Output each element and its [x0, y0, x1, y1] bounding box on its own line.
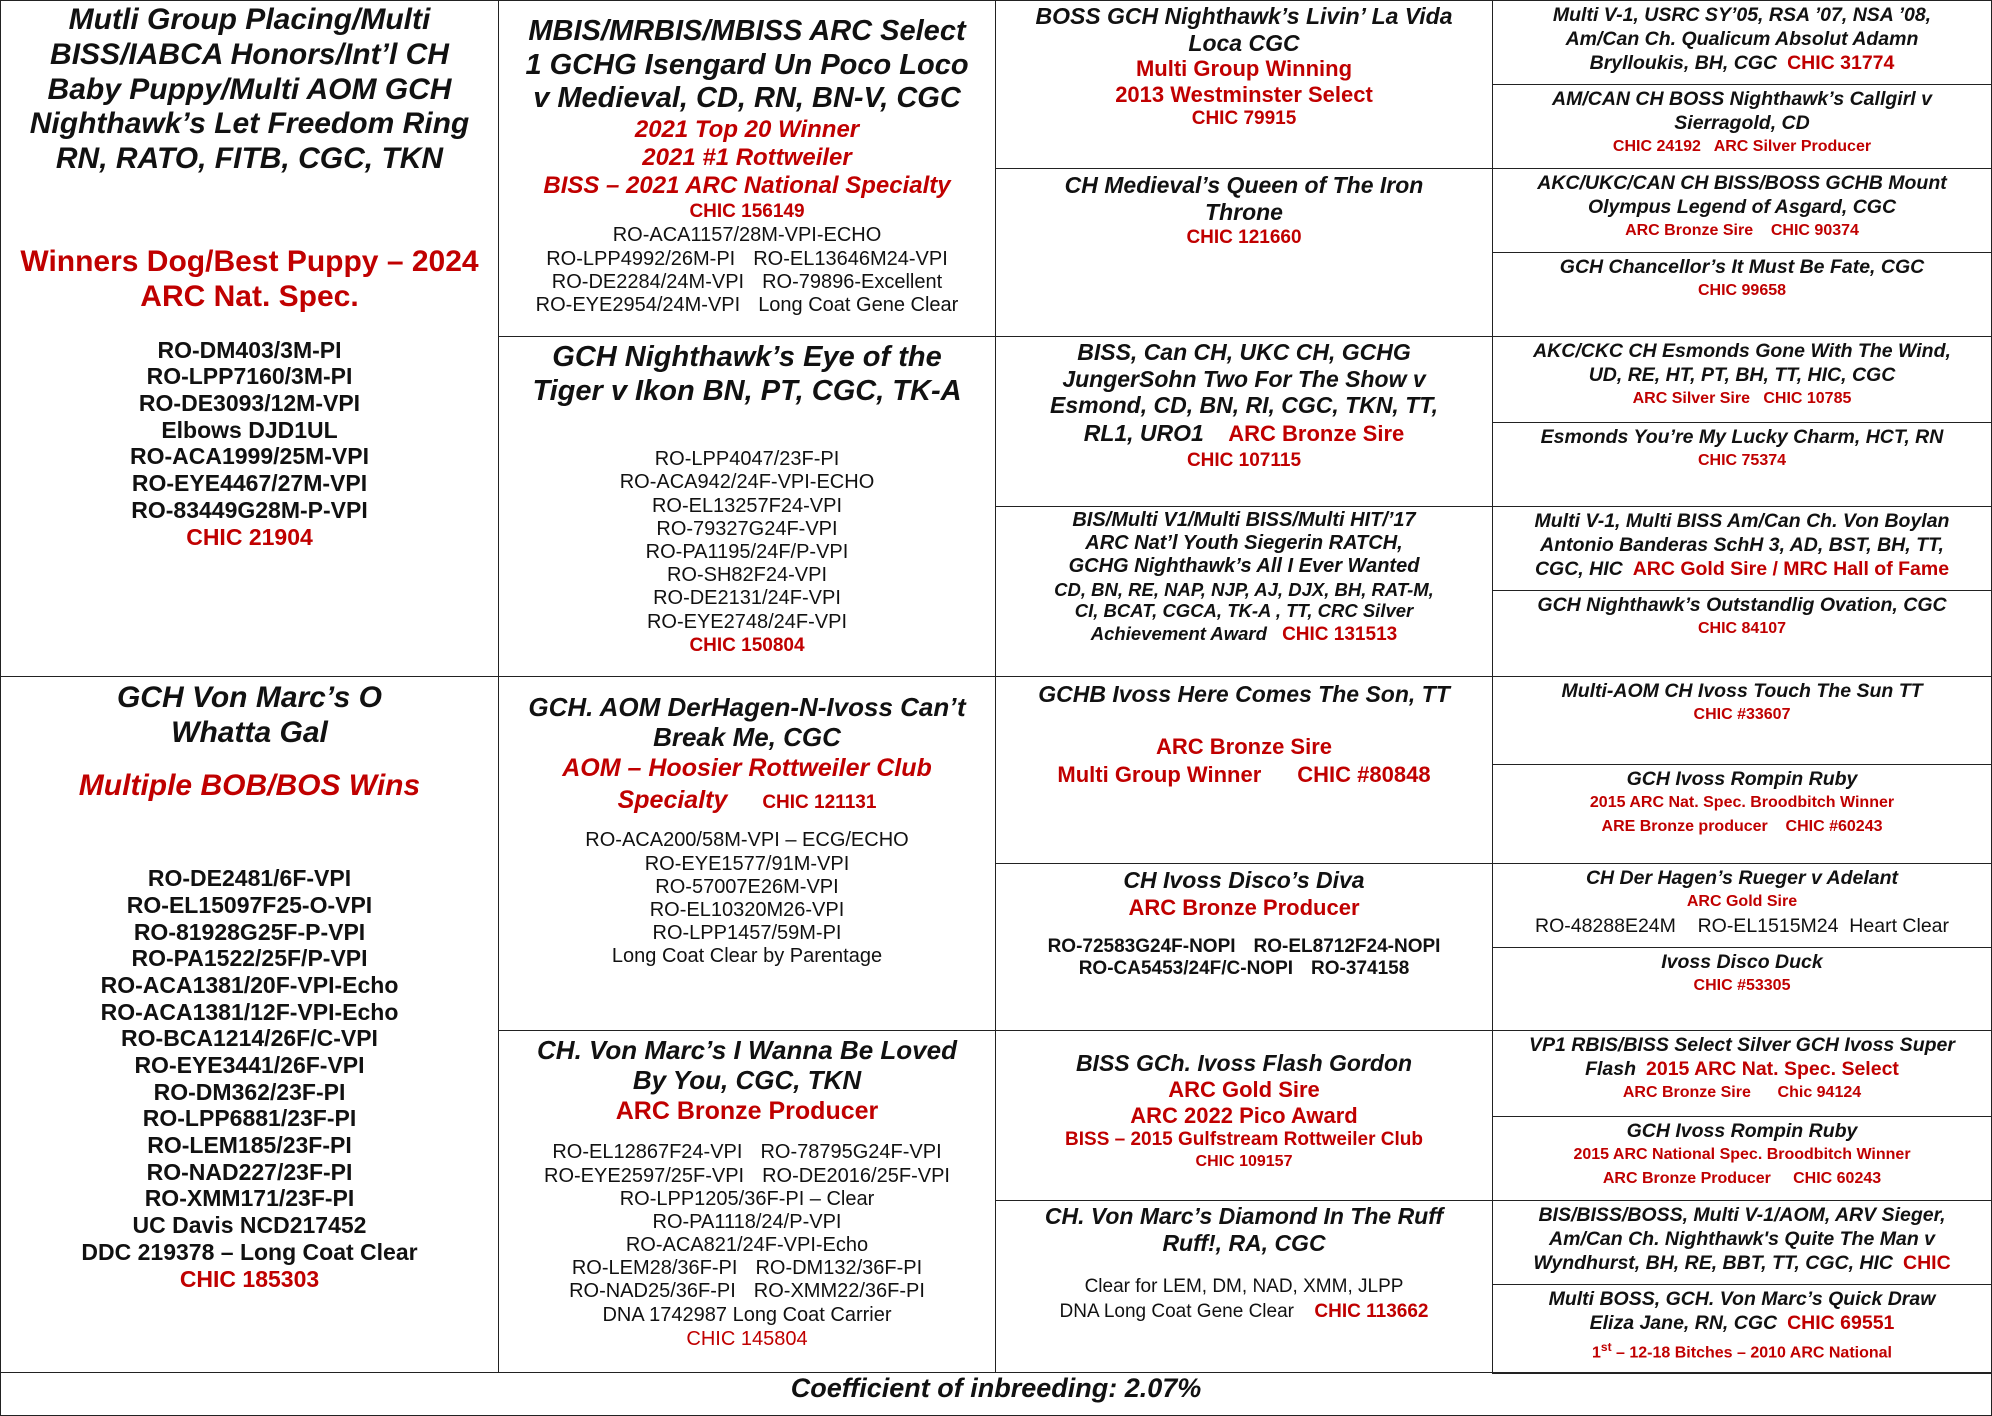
gen4-name-line: GCH Ivoss Rompin Ruby [1626, 768, 1858, 790]
gen4-place-text: – 12-18 Bitches – 2010 ARC National [1611, 1344, 1892, 1362]
gen3-sss-cell [995, 0, 1493, 169]
gen3-sss-title-line: Loca CGC [1188, 29, 1300, 56]
gen3-dds-cell [995, 1030, 1493, 1201]
gen4-name-line: Multi BOSS, GCH. Von Marc’s Quick Draw [1548, 1288, 1936, 1310]
dam-dam-health-item: RO-NAD25/36F-PI [569, 1280, 736, 1303]
gen4-inline-red: CHIC 69551 [1787, 1312, 1895, 1334]
dam-dam-health-item: DNA 1742987 Long Coat Carrier [602, 1303, 892, 1326]
gen4-name-line: CH Der Hagen’s Rueger v Adelant [1585, 867, 1899, 889]
sire-sire-health-item: RO-EYE2954/24M-VPI [535, 293, 741, 316]
sire-health-clearances [1, 337, 498, 524]
sire-dam-health-line: RO-ACA942/24F-VPI-ECHO [619, 471, 875, 494]
dam-health-line: RO-81928G25F-P-VPI [133, 918, 366, 945]
sire-sire-health-row [499, 248, 995, 271]
dam-dam-title-line: CH. Von Marc’s I Wanna Be Loved [537, 1035, 957, 1065]
sire-sire-award-line: BISS – 2021 ARC National Specialty [543, 171, 951, 199]
gen3-sdd-last-line: Achievement Award [1090, 623, 1267, 645]
sire-title [1, 3, 498, 177]
gen3-dds-chic: CHIC 109157 [1195, 1153, 1293, 1171]
dam-health-line: RO-DE2481/6F-VPI [147, 865, 352, 892]
gen4-name-line: BIS/BISS/BOSS, Multi V-1/AOM, ARV Sieger, [1538, 1204, 1946, 1226]
gen3-sds-last [996, 419, 1492, 448]
gen4-ancestor-10 [1492, 764, 1992, 864]
sire-sire-award-line: 2021 Top 20 Winner [634, 115, 860, 143]
gen3-sss-chic: CHIC 79915 [1191, 108, 1297, 130]
gen4-name-line: Esmonds You’re My Lucky Charm, HCT, RN [1540, 426, 1944, 448]
dam-sire-title-line: Break Me, CGC [653, 722, 841, 753]
gen4-place: 1 [1592, 1344, 1601, 1362]
gen3-sds-title-line: Esmond, CD, BN, RI, CGC, TKN, TT, [1049, 392, 1438, 419]
gen4-red-line: CHIC #33607 [1693, 706, 1791, 723]
gen3-sdd-title-line: ARC Nat’l Youth Siegerin RATCH, [1085, 532, 1403, 555]
dam-dam-health-item: RO-78795G24F-VPI [760, 1141, 942, 1164]
dam-dam-health-item: RO-EYE2597/25F-VPI [544, 1164, 745, 1187]
sire-sire-health-item: RO-79896-Excellent [762, 270, 943, 293]
dam-health-line: RO-EL15097F25-O-VPI [126, 892, 373, 919]
gen4-red-line: CHIC 99658 [1697, 282, 1787, 299]
gen4-inline-red: CHIC [1902, 1252, 1951, 1274]
dam-title-line: GCH Von Marc’s O [116, 681, 383, 714]
gen3-ddd-title-line: Ruff!, RA, CGC [1162, 1229, 1326, 1256]
gen4-name-line: Am/Can Ch. Nighthawk's Quite The Man v [1548, 1228, 1935, 1250]
gen3-dss-award: ARC Bronze Sire [1155, 734, 1333, 759]
gen4-name-tail: CGC, HIC [1534, 558, 1623, 580]
gen3-ddd-dna: DNA Long Coat Gene Clear [1059, 1301, 1294, 1323]
gen4-ancestor-6 [1492, 422, 1992, 507]
dam-sire-title-line: GCH. AOM DerHagen-N-Ivoss Can’t [528, 692, 966, 722]
dam-dam-health-item: RO-XMM22/36F-PI [753, 1280, 925, 1303]
sire-sire-health-row [499, 224, 995, 247]
dam-award: Multiple BOB/BOS Wins [78, 768, 421, 802]
sire-dam-health-line: RO-SH82F24-VPI [666, 564, 828, 587]
sire-sire-title-line: 1 GCHG Isengard Un Poco Loco [525, 48, 969, 81]
gen4-ancestor-16 [1492, 1284, 1992, 1374]
gen4-name-line: GCH Ivoss Rompin Ruby [1626, 1120, 1858, 1142]
gen3-dsd-health-item: RO-CA5453/24F/C-NOPI [1078, 958, 1294, 980]
gen3-dsd-award: ARC Bronze Producer [1128, 895, 1360, 920]
gen4-name-line: Multi-AOM CH Ivoss Touch The Sun TT [1561, 680, 1923, 702]
gen3-sds-last-line: RL1, URO1 [1083, 420, 1204, 447]
gen4-ancestor-4 [1492, 252, 1992, 337]
gen3-sdd-chic: CHIC 131513 [1282, 624, 1398, 646]
gen3-ddd-chic: CHIC 113662 [1314, 1301, 1429, 1323]
gen4-name-line: AKC/CKC CH Esmonds Gone With The Wind, [1533, 340, 1951, 362]
gen3-ddd-title [996, 1203, 1492, 1256]
gen4-name-line: UD, RE, HT, PT, BH, TT, HIC, CGC [1588, 364, 1896, 386]
gen4-name-line: GCH Chancellor’s It Must Be Fate, CGC [1559, 256, 1925, 278]
dam-sire-health-line: RO-57007E26M-VPI [655, 875, 839, 898]
dam-dam-award: ARC Bronze Producer [615, 1097, 879, 1126]
dam-dam-health-item: RO-LEM28/36F-PI [571, 1257, 738, 1280]
gen3-ssd-title [996, 172, 1492, 225]
dam-chic: CHIC 185303 [179, 1266, 320, 1293]
gen3-ddd-title-line: CH. Von Marc’s Diamond In The Ruff [1044, 1203, 1444, 1229]
gen3-dsd-health-item: RO-EL8712F24-NOPI [1253, 936, 1441, 957]
gen4-name-line: Multi V-1, USRC SY’05, RSA ’07, NSA ’08, [1552, 4, 1932, 26]
gen4-red-line: 2015 ARC National Spec. Broodbitch Winner [1573, 1146, 1911, 1163]
gen4-name-tail: Wyndhurst, BH, RE, BBT, TT, CGC, HIC [1533, 1252, 1893, 1274]
gen4-name-line: VP1 RBIS/BISS Select Silver GCH Ivoss Super [1529, 1034, 1955, 1056]
gen4-name-line [1493, 1311, 1991, 1335]
gen3-sss-award-line: Multi Group Winning [1135, 56, 1353, 82]
gen4-plain-line: RO-48288E24M RO-EL1515M24 Heart Clear [1534, 915, 1950, 937]
dam-sire-health-line: RO-EYE1577/91M-VPI [644, 852, 850, 875]
gen4-red-line: CHIC 75374 [1697, 452, 1787, 469]
gen3-sdd-cell [995, 506, 1493, 677]
sire-sire-cell [498, 0, 996, 337]
gen3-sds-title-line: JungerSohn Two For The Show v [1062, 365, 1426, 392]
gen3-ddd-health: Clear for LEM, DM, NAD, XMM, JLPP [1084, 1276, 1404, 1298]
gen3-dss-row [996, 761, 1492, 789]
sire-cell [0, 0, 499, 677]
dam-health-line: RO-EYE3441/26F-VPI [134, 1052, 365, 1079]
gen3-dds-title: BISS GCh. Ivoss Flash Gordon [1075, 1050, 1413, 1076]
gen3-dsd-cell [995, 863, 1493, 1031]
gen3-dds-award-small: BISS – 2015 Gulfstream Rottweiler Club [1065, 1129, 1423, 1151]
gen3-dss-chic: CHIC #80848 [1297, 762, 1431, 787]
dam-dam-health-row [499, 1141, 995, 1164]
gen3-sdd-title [996, 509, 1492, 579]
sire-sire-health-item: RO-EL13646M24-VPI [753, 247, 948, 270]
dam-health-line: RO-XMM171/23F-PI [144, 1185, 355, 1212]
dam-health-line: RO-LPP6881/23F-PI [142, 1105, 357, 1132]
gen3-ssd-chic: CHIC 121660 [1186, 227, 1302, 249]
sire-health-line: RO-DM403/3M-PI [157, 336, 342, 363]
sire-health-line: RO-DE3093/12M-VPI [138, 389, 361, 416]
gen4-red-line: ARC Silver Sire CHIC 10785 [1632, 390, 1852, 407]
dam-sire-health-line: Long Coat Clear by Parentage [611, 945, 883, 968]
gen3-ssd-cell [995, 168, 1493, 337]
gen3-sss-award-line: 2013 Westminster Select [1115, 81, 1373, 107]
dam-dam-health-item: RO-PA1118/24/P-VPI [652, 1210, 842, 1233]
gen3-dsd-health-row [996, 936, 1492, 958]
gen4-red-line: ARC Bronze Sire CHIC 90374 [1625, 222, 1859, 239]
dam-sire-title [499, 692, 995, 752]
gen4-red-line: 2015 ARC Nat. Spec. Broodbitch Winner [1589, 794, 1895, 811]
gen4-name-line: AKC/UKC/CAN CH BISS/BOSS GCHB Mount [1537, 172, 1947, 194]
gen4-name-tail: Brylloukis, BH, CGC [1589, 52, 1778, 74]
gen3-sss-title-line: BOSS GCH Nighthawk’s Livin’ La Vida [1035, 3, 1453, 29]
gen3-sds-chic: CHIC 107115 [1186, 450, 1302, 472]
dam-health-line: RO-LEM185/23F-PI [147, 1132, 352, 1159]
gen4-name-tail: Eliza Jane, RN, CGC [1589, 1312, 1778, 1334]
sire-dam-health [499, 448, 995, 634]
gen4-ancestor-7 [1492, 506, 1992, 591]
sire-award-line: ARC Nat. Spec. [140, 279, 359, 313]
footer-cell [0, 1372, 1992, 1416]
gen3-sdd-last [996, 621, 1492, 647]
sire-sire-award-line: 2021 #1 Rottweiler [642, 143, 852, 171]
sire-dam-title [499, 341, 995, 408]
gen4-name-line: GCH Nighthawk’s Outstandlig Ovation, CGC [1537, 594, 1947, 616]
gen4-name-line [1493, 1251, 1991, 1275]
sire-sire-awards [499, 116, 995, 199]
sire-awards [1, 245, 498, 315]
sire-dam-cell [498, 336, 996, 677]
gen3-dds-award-line: ARC 2022 Pico Award [1130, 1102, 1358, 1128]
gen3-sdd-small-line: CD, BN, RE, NAP, NJP, AJ, DJX, BH, RAT-M, [1054, 578, 1434, 600]
dam-sire-chic: CHIC 121131 [762, 792, 877, 814]
gen3-sdd-title-line: BIS/Multi V1/Multi BISS/Multi HIT/’17 [1072, 509, 1416, 531]
gen3-ddd-cell [995, 1200, 1493, 1373]
sire-dam-health-line: RO-LPP4047/23F-PI [654, 448, 840, 471]
dam-sire-award-line2: Specialty [617, 786, 728, 815]
sire-title-line: RN, RATO, FITB, CGC, TKN [55, 142, 444, 176]
sire-sire-health [499, 224, 995, 317]
gen4-red-line [1493, 1335, 1991, 1365]
sire-health-line: RO-ACA1999/25M-VPI [129, 443, 370, 470]
gen3-sss-awards [996, 56, 1492, 107]
dam-dam-health-item: RO-LPP1205/36F-PI – Clear [619, 1187, 875, 1210]
sire-sire-health-item: Long Coat Gene Clear [758, 293, 959, 316]
gen4-ancestor-8 [1492, 590, 1992, 677]
gen4-inline-red: 2015 ARC Nat. Spec. Select [1646, 1058, 1899, 1080]
dam-dam-title-line: By You, CGC, TKN [632, 1065, 862, 1096]
dam-sire-health-line: RO-EL10320M26-VPI [649, 898, 845, 921]
gen4-place-suffix: st [1600, 1340, 1612, 1354]
dam-sire-cell [498, 676, 996, 1031]
sire-dam-health-line: RO-EL13257F24-VPI [651, 494, 843, 517]
sire-award-line: Winners Dog/Best Puppy – 2024 [20, 244, 479, 278]
gen3-dsd-health-item: RO-72583G24F-NOPI [1047, 936, 1236, 957]
gen3-dss-title: GCHB Ivoss Here Comes The Son, TT [1038, 681, 1450, 707]
dam-dam-health-row [499, 1304, 995, 1327]
sire-sire-title-line: v Medieval, CD, RN, BN-V, CGC [533, 82, 961, 115]
gen3-dss-cell [995, 676, 1493, 864]
gen3-dds-awards [996, 1077, 1492, 1128]
sire-title-line: Mutli Group Placing/Multi [68, 3, 431, 36]
gen3-dss-award2: Multi Group Winner [1057, 762, 1262, 787]
dam-health-line: RO-NAD227/23F-PI [146, 1158, 353, 1185]
dam-dam-health-item: RO-DM132/36F-PI [755, 1257, 923, 1280]
gen4-name-line [1493, 557, 1991, 581]
gen4-ancestor-11 [1492, 863, 1992, 948]
gen3-sds-cell [995, 336, 1493, 507]
gen4-red-line: CHIC 24192 ARC Silver Producer [1612, 138, 1872, 155]
dam-title-line: Whatta Gal [171, 715, 328, 749]
gen3-sss-title [996, 3, 1492, 56]
gen4-red-line: ARC Gold Sire [1686, 893, 1798, 910]
sire-health-line: Elbows DJD1UL [161, 416, 338, 443]
sire-sire-health-item: RO-DE2284/24M-VPI [551, 270, 745, 293]
gen4-ancestor-2 [1492, 84, 1992, 169]
gen3-sds-title [996, 339, 1492, 419]
sire-sire-health-item: RO-LPP4992/26M-PI [546, 247, 736, 270]
dam-dam-health-row [499, 1280, 995, 1303]
gen4-name-line: Olympus Legend of Asgard, CGC [1587, 196, 1897, 218]
sire-title-line: Baby Puppy/Multi AOM GCH [47, 72, 452, 106]
gen3-sdd-title-line: GCHG Nighthawk’s All I Ever Wanted [1068, 555, 1420, 578]
dam-dam-health [499, 1141, 995, 1327]
dam-health-clearances [1, 865, 498, 1265]
sire-dam-title-line: GCH Nighthawk’s Eye of the [552, 341, 942, 373]
gen4-name-line [1493, 51, 1991, 75]
dam-cell [0, 676, 499, 1373]
gen4-name-line: AM/CAN CH BOSS Nighthawk’s Callgirl v [1552, 88, 1932, 110]
gen3-sdd-small-line: CI, BCAT, CGCA, TK-A , TT, CRC Silver [1074, 600, 1414, 622]
dam-sire-health-line: RO-LPP1457/59M-PI [652, 922, 842, 945]
gen3-ssd-title-line: CH Medieval’s Queen of The Iron [1064, 172, 1424, 198]
dam-dam-health-item: RO-ACA821/24F-VPI-Echo [625, 1234, 869, 1257]
gen4-inline-red: ARC Gold Sire / MRC Hall of Fame [1632, 558, 1950, 580]
sire-dam-health-line: RO-PA1195/24F/P-VPI [645, 541, 849, 563]
gen4-name-line: Antonio Banderas SchH 3, AD, BST, BH, TT, [1540, 534, 1944, 556]
dam-health-line: RO-BCA1214/26F/C-VPI [121, 1025, 378, 1052]
sire-sire-title [499, 15, 995, 116]
gen4-ancestor-12 [1492, 947, 1992, 1031]
sire-sire-chic: CHIC 156149 [689, 201, 805, 223]
dam-dam-health-row [499, 1188, 995, 1211]
gen3-sds-title-line: BISS, Can CH, UKC CH, GCHG [1077, 339, 1411, 365]
gen4-red-line: ARE Bronze producer CHIC #60243 [1601, 818, 1883, 835]
gen4-ancestor-14 [1492, 1116, 1992, 1201]
sire-sire-health-item: RO-ACA1157/28M-VPI-ECHO [612, 224, 882, 247]
gen4-name-line [1493, 1057, 1991, 1081]
gen4-name-line: Ivoss Disco Duck [1661, 951, 1823, 973]
dam-health-line: DDC 219378 – Long Coat Clear [81, 1238, 418, 1265]
sire-dam-health-line: RO-EYE2748/24F-VPI [646, 610, 848, 633]
gen4-name-line: Sierragold, CD [1674, 112, 1810, 134]
dam-dam-chic: CHIC 145804 [686, 1327, 808, 1350]
sire-health-line: RO-LPP7160/3M-PI [146, 363, 353, 390]
gen3-dsd-health-row [996, 958, 1492, 980]
dam-health-line: RO-ACA1381/20F-VPI-Echo [100, 972, 399, 999]
sire-dam-title-line: Tiger v Ikon BN, PT, CGC, TK-A [532, 374, 962, 407]
dam-health-line: RO-ACA1381/12F-VPI-Echo [100, 998, 399, 1025]
gen3-sds-award: ARC Bronze Sire [1228, 421, 1405, 447]
gen4-red-line: CHIC 84107 [1697, 620, 1787, 637]
sire-title-line: Nighthawk’s Let Freedom Ring [29, 107, 470, 141]
sire-sire-health-row [499, 271, 995, 294]
dam-sire-health [499, 829, 995, 968]
gen3-ddd-dna-row [996, 1299, 1492, 1325]
gen4-red-line: ARC Bronze Sire Chic 94124 [1622, 1084, 1862, 1101]
dam-dam-health-row [499, 1234, 995, 1257]
dam-sire-health-line: RO-ACA200/58M-VPI – ECG/ECHO [585, 829, 909, 852]
dam-health-line: UC Davis NCD217452 [132, 1212, 367, 1239]
sire-sire-health-row [499, 294, 995, 317]
gen4-ancestor-1 [1492, 0, 1992, 85]
dam-dam-health-item: RO-DE2016/25F-VPI [762, 1164, 950, 1187]
gen4-name-line: Am/Can Ch. Qualicum Absolut Adamn [1565, 28, 1919, 50]
dam-health-line: RO-PA1522/25F/P-VPI [131, 945, 368, 972]
gen4-inline-red: CHIC 31774 [1787, 52, 1895, 74]
sire-chic: CHIC 21904 [186, 524, 313, 551]
gen3-sdd-small [996, 579, 1492, 622]
sire-health-line: RO-EYE4467/27M-VPI [131, 469, 368, 496]
gen3-dsd-title: CH Ivoss Disco’s Diva [1123, 867, 1365, 893]
dam-dam-title [499, 1035, 995, 1095]
sire-dam-chic: CHIC 150804 [689, 634, 805, 656]
gen4-ancestor-9 [1492, 676, 1992, 765]
gen4-ancestor-13 [1492, 1030, 1992, 1117]
sire-dam-health-line: RO-79327G24F-VPI [656, 517, 838, 540]
coefficient-of-inbreeding: Coefficient of inbreeding: 2.07% [790, 1373, 1202, 1403]
dam-dam-health-item: RO-EL12867F24-VPI [552, 1141, 743, 1164]
sire-dam-health-line: RO-DE2131/24F-VPI [653, 587, 841, 610]
gen4-red-line: CHIC #53305 [1693, 977, 1791, 994]
dam-health-line: RO-DM362/23F-PI [153, 1078, 346, 1105]
dam-sire-award [499, 752, 995, 819]
sire-sire-title-line: MBIS/MRBIS/MBISS ARC Select [528, 15, 966, 47]
dam-dam-health-row [499, 1257, 995, 1280]
sire-health-line: RO-83449G28M-P-VPI [131, 496, 368, 523]
dam-dam-health-row [499, 1165, 995, 1188]
gen4-name-tail: Flash [1585, 1058, 1637, 1080]
dam-dam-health-row [499, 1211, 995, 1234]
gen4-red-line: ARC Bronze Producer CHIC 60243 [1602, 1170, 1882, 1187]
dam-dam-cell [498, 1030, 996, 1373]
gen4-name-line: Multi V-1, Multi BISS Am/Can Ch. Von Boylan [1534, 510, 1950, 532]
gen3-dsd-health-item: RO-374158 [1311, 958, 1410, 980]
sire-title-line: BISS/IABCA Honors/Int’l CH [50, 37, 449, 71]
gen3-dsd-health [996, 936, 1492, 980]
dam-sire-award-line1: AOM – Hoosier Rottweiler Club [562, 754, 932, 783]
dam-title [1, 681, 498, 751]
gen3-ssd-title-line: Throne [1205, 198, 1283, 225]
gen4-ancestor-15 [1492, 1200, 1992, 1285]
gen3-dds-award-line: ARC Gold Sire [1168, 1077, 1320, 1102]
gen4-ancestor-5 [1492, 336, 1992, 423]
gen4-ancestor-3 [1492, 168, 1992, 253]
